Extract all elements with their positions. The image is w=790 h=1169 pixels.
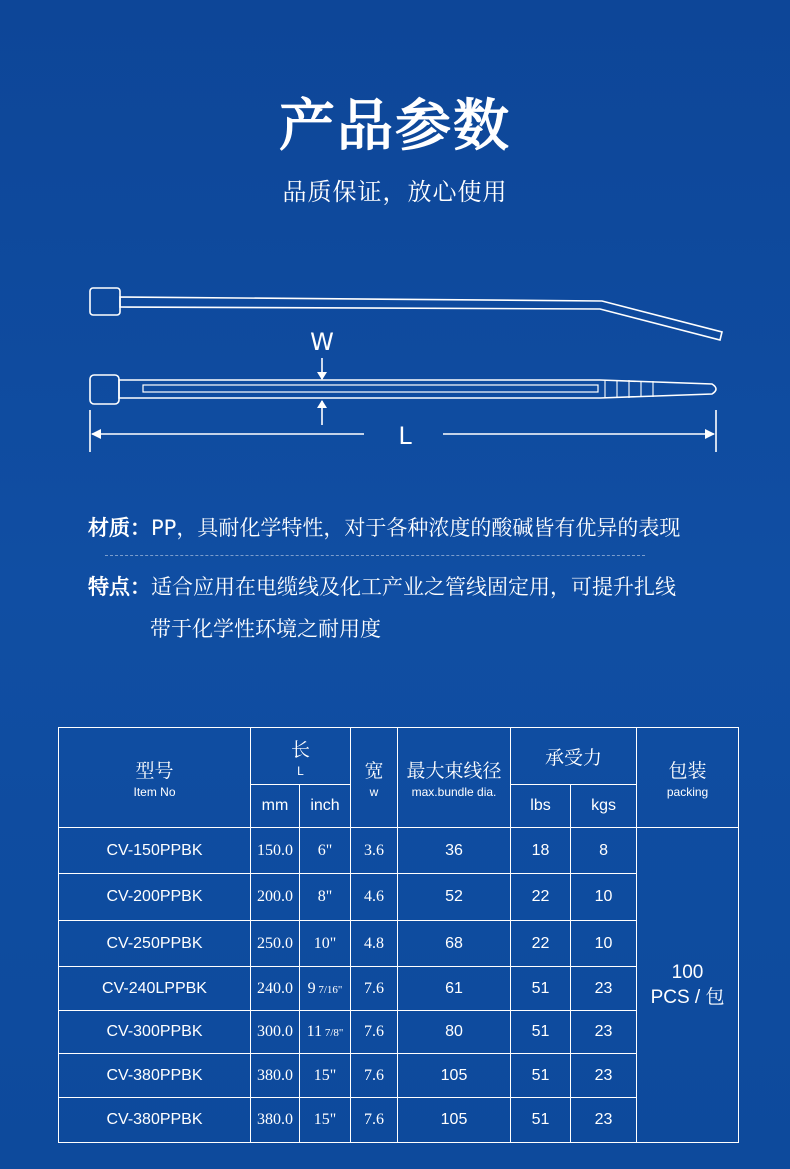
- feature-text-line1: 适合应用在电缆线及化工产业之管线固定用，可提升扎线: [151, 575, 676, 599]
- table-cell: 6": [300, 828, 351, 874]
- table-cell: 23: [571, 1054, 637, 1098]
- table-cell: 18: [511, 828, 571, 874]
- table-row: [59, 967, 739, 1011]
- table-cell: 200.0: [251, 874, 300, 921]
- header-packing: 包装 packing: [637, 728, 739, 828]
- table-cell: 10: [571, 921, 637, 967]
- table-cell: CV-300PPBK: [59, 1011, 251, 1054]
- material-text: PP，具耐化学特性，对于各种浓度的酸碱皆有优异的表现: [151, 516, 681, 540]
- table-cell: 8": [300, 874, 351, 921]
- table-row: [59, 1098, 739, 1143]
- tie-serrations: [143, 385, 598, 392]
- table-cell: 9 7/16": [300, 967, 351, 1011]
- material-label: 材质：: [88, 516, 151, 540]
- tie-head-bottom: [90, 375, 119, 404]
- table-cell: 3.6: [351, 828, 398, 874]
- table-cell: 52: [398, 874, 511, 921]
- header-inch: inch: [300, 785, 351, 828]
- table-cell: CV-200PPBK: [59, 874, 251, 921]
- table-row: [59, 874, 739, 921]
- feature-label: 特点：: [88, 575, 151, 599]
- table-cell: 300.0: [251, 1011, 300, 1054]
- table-cell: 380.0: [251, 1054, 300, 1098]
- table-cell: CV-250PPBK: [59, 921, 251, 967]
- table-cell: 7.6: [351, 967, 398, 1011]
- table-cell: 380.0: [251, 1098, 300, 1143]
- width-label: W: [310, 328, 334, 356]
- table-cell: 22: [511, 874, 571, 921]
- header-width: 宽 w: [351, 728, 398, 828]
- table-cell: CV-150PPBK: [59, 828, 251, 874]
- table-cell: 10": [300, 921, 351, 967]
- packing-value: 100 PCS / 包: [637, 828, 739, 1143]
- table-cell: 8: [571, 828, 637, 874]
- page-title: 产品参数: [279, 94, 511, 159]
- table-cell: 68: [398, 921, 511, 967]
- table-cell: 15": [300, 1054, 351, 1098]
- table-row: [59, 1054, 739, 1098]
- tie-strap-bottom: [119, 380, 716, 398]
- table-cell: 250.0: [251, 921, 300, 967]
- table-cell: 51: [511, 967, 571, 1011]
- table-cell: 11 7/8": [300, 1011, 351, 1054]
- divider: [105, 555, 645, 556]
- header-bundle: 最大束线径 max.bundle dia.: [398, 728, 511, 828]
- table-cell: 240.0: [251, 967, 300, 1011]
- header-tensile: 承受力: [511, 728, 637, 785]
- header-lbs: lbs: [511, 785, 571, 828]
- table-cell: 23: [571, 967, 637, 1011]
- feature-text-line2: 带于化学性环境之耐用度: [150, 617, 381, 641]
- table-cell: 7.6: [351, 1054, 398, 1098]
- table-cell: CV-380PPBK: [59, 1098, 251, 1143]
- table-cell: CV-380PPBK: [59, 1054, 251, 1098]
- table-cell: 80: [398, 1011, 511, 1054]
- table-row: [59, 828, 739, 874]
- table-cell: 51: [511, 1011, 571, 1054]
- page-subtitle: 品质保证，放心使用: [282, 178, 508, 206]
- feature-spec: [88, 566, 728, 650]
- table-cell: 22: [511, 921, 571, 967]
- material-spec: [88, 507, 680, 549]
- header-model: 型号 Item No: [59, 728, 251, 828]
- table-row: [59, 921, 739, 967]
- table-cell: 23: [571, 1098, 637, 1143]
- cable-tie-diagram: [0, 270, 790, 460]
- table-cell: 4.6: [351, 874, 398, 921]
- table-cell: 4.8: [351, 921, 398, 967]
- table-cell: 51: [511, 1054, 571, 1098]
- header-length: 长 L: [251, 728, 351, 785]
- table-row: [59, 1011, 739, 1054]
- table-cell: 7.6: [351, 1098, 398, 1143]
- length-label: L: [398, 422, 412, 450]
- header-kgs: kgs: [571, 785, 637, 828]
- table-cell: 51: [511, 1098, 571, 1143]
- table-cell: 15": [300, 1098, 351, 1143]
- tie-head-top: [90, 288, 120, 315]
- table-cell: 36: [398, 828, 511, 874]
- table-cell: 150.0: [251, 828, 300, 874]
- table-cell: 7.6: [351, 1011, 398, 1054]
- table-cell: 23: [571, 1011, 637, 1054]
- table-cell: 61: [398, 967, 511, 1011]
- table-cell: 105: [398, 1098, 511, 1143]
- table-cell: CV-240LPPBK: [59, 967, 251, 1011]
- header-mm: mm: [251, 785, 300, 828]
- table-cell: 10: [571, 874, 637, 921]
- spec-table: [58, 727, 739, 1143]
- tie-strap-top: [120, 297, 722, 340]
- table-cell: 105: [398, 1054, 511, 1098]
